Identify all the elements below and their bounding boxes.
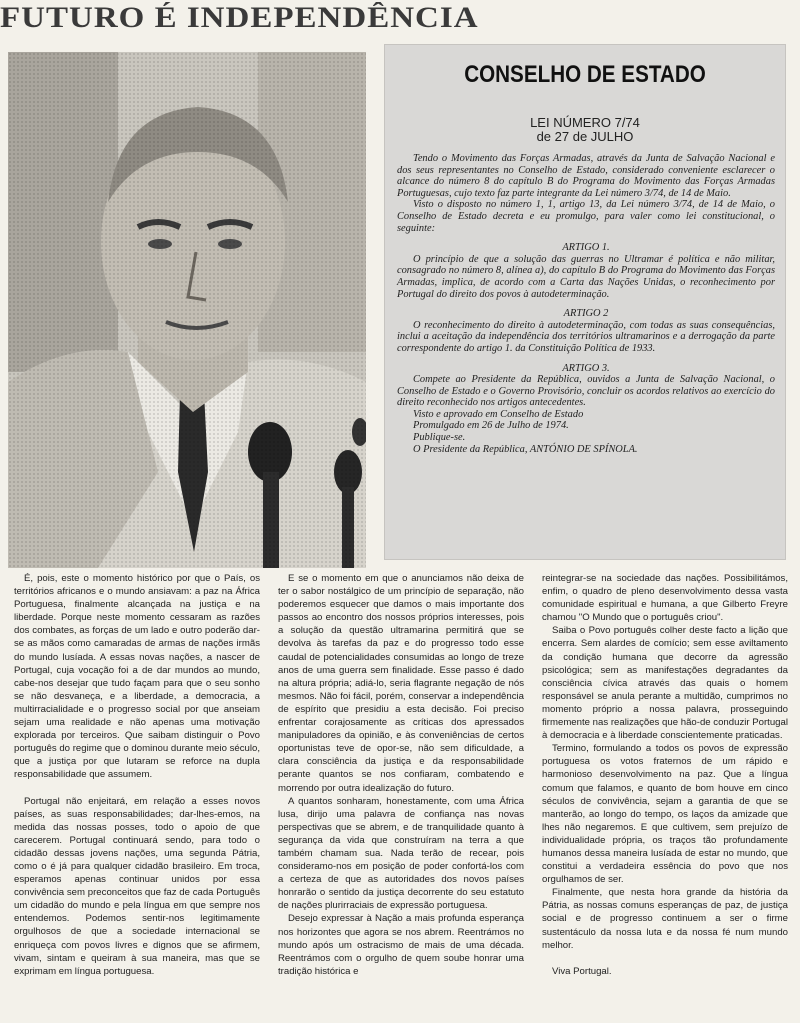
- article-text: Compete ao Presidente da República, ouvidos a Junta de Salvação Nacional, o Conselho de Estado e o Governo Provisório, concluir os acordos relativos ao exercício do direito reconhecido nos artigos antecedentes.: [397, 374, 775, 409]
- decree-closing: Visto e aprovado em Conselho de Estado: [413, 408, 584, 420]
- headline: FUTURO É INDEPENDÊNCIA: [0, 2, 479, 35]
- portrait-photo: [8, 52, 366, 568]
- paragraph: E se o momento em que o anunciamos não deixa de ter o sabor nostálgico de um princípio de separação, não poderemos esquecer que damos o mais importante dos passos ao encontro dos nossos próprios interesses, pois a solução da questão ultramarina permitirá que se devolva às tarefas da paz e do progresso todo esse caudal de potencialidades consumidas ao longo de treze anos de uma guerra sem finalidade. Esse passo é dado na altura própria; adiá-lo, seria flagrante negação de nós mesmos. Não foi fácil, porém, conservar a independência de espírito que presidiu a esta decisão. Foi preciso enfrentar corajosamente as críticas dos apressados manipuladores da opinião, e às conveniências de certos oportunistas teve de opor-se, não sem dificuldade, a clara consciência da justiça e da responsabilidade perante quantos se nos confiaram, combatendo e morrendo por outra idealização do futuro.: [278, 573, 524, 794]
- article-column-2: [278, 572, 524, 978]
- paragraph: Finalmente, que nesta hora grande da história da Pátria, as nossas comuns esperanças de paz, de justiça social e de progresso continuem a ser o firme sustentáculo da nossa luta e da nossa fé num mundo melhor.: [542, 887, 788, 951]
- article-text: O reconhecimento do direito à autodeterminação, com todas as suas consequências, inclui a aceitação da independência dos territórios ultramarinos e a derrogação da parte correspondente do artigo 1. da Constituição Política de 1933.: [397, 319, 775, 354]
- article-title: ARTIGO 3.: [562, 362, 610, 374]
- decree-preamble: Tendo o Movimento das Forças Armadas, através da Junta de Salvação Nacional e dos seus representantes no Conselho de Estado, considerado conveniente esclarecer o alcance do número 8 do capítulo B do Programa do Movimento das Forças Armadas Portuguesas, cujo texto faz parte integrante da Lei número 3/74, de 14 de Maio.: [397, 153, 775, 199]
- closing-line: Viva Portugal.: [552, 965, 612, 977]
- decree-closing: Promulgado em 26 de Julho de 1974.: [413, 420, 569, 432]
- paragraph: A quantos sonharam, honestamente, com uma África lusa, dirijo uma palavra de confiança nas novas perspectivas que se abrem, e de tranquilidade quanto à segurança da vida que construíram na terra a que também chamam sua. Nada terão de recear, pois consideramo-nos em posição de poder confortá-los com a certeza de que as autoridades dos novos países honrarão o sentido da justiça decorrente do seu estatuto de nações plurirraciais de expressão portuguesa.: [278, 795, 524, 912]
- article-column-3: [542, 572, 788, 978]
- decree-title: CONSELHO DE ESTADO: [464, 61, 706, 88]
- article-title: ARTIGO 1.: [562, 242, 610, 254]
- article-column-1: [14, 572, 260, 978]
- paragraph: reintegrar-se na sociedade das nações. Possibilitámos, enfim, o quadro de pleno desenvolvimento dessa vasta comunidade espiritual e humana, a que Gilberto Freyre chamou "O Mundo que o português criou".: [542, 573, 788, 624]
- decree-text: [397, 153, 775, 455]
- paragraph: Portugal não enjeitará, em relação a esses novos países, as suas responsabilidades; dar-lhes-emos, na medida das nossas posses, todo o apoio de que carecerem. Portugal continuará sendo, para todo o cidadão dessas jovens nações, uma segunda Pátria, como o é já para qualquer cidadão brasileiro. Em troca, esperamos apenas continuar unidos por essa convivência sem preconceitos que faz de cada Português um cidadão do mundo e pela língua em que sempre nos entendemos. Podemos sentir-nos legitimamente orgulhosos de que a sociedade internacional se enriqueça com povos livres e dignos que se afirmem, vivam, sintam e queiram à sua maneira, mas que se exprimam em língua portuguesa.: [14, 795, 260, 977]
- portrait-illustration: [8, 52, 366, 568]
- law-number: LEI NÚMERO 7/74: [530, 115, 640, 130]
- decree-closing: O Presidente da República, ANTÓNIO DE SPÍNOLA.: [413, 443, 638, 455]
- law-date: de 27 de JULHO: [536, 129, 634, 144]
- article-text: O princípio de que a solução das guerras no Ultramar é política e não militar, consagrado no número 8, alínea a), do capítulo B do Programa do Movimento das Forças Armadas, implica, de acordo com a Carta das Nações Unidas, o reconhecimento por Portugal do direito dos povos à autodeterminação.: [397, 253, 775, 300]
- decree-preamble: Visto o disposto no número 1, 1, artigo 13, da Lei número 3/74, de 14 de Maio, o Conselho de Estado decreta e eu promulgo, para valer como lei constitucional, o seguinte:: [397, 199, 775, 234]
- paragraph: Desejo expressar à Nação a mais profunda esperança nos horizontes que agora se nos abrem. Reentrámos no mundo após um ostracismo de mais de uma década. Reentrámos com o orgulho de quem soube honrar uma tradição histórica e: [278, 913, 524, 977]
- paragraph: Saiba o Povo português colher deste facto a lição que encerra. Sem alardes de comício; sem esse aviltamento da condição humana que decorre da agressão psicológica; sem as manifestações degradantes da consciência cívica através das quais o homem responsável se anula perante a multidão, cumprimos no momento próprio a nossa palavra, prosseguindo firmemente nas realizações que hão-de conduzir Portugal à democracia e à liberdade conscientemente praticadas.: [542, 625, 788, 742]
- article-title: ARTIGO 2: [563, 308, 609, 320]
- decree-closing: Publique-se.: [413, 432, 466, 444]
- paragraph: É, pois, este o momento histórico por que o País, os territórios africanos e o mundo ansiavam: a paz na África Portuguesa, finalmente alcançada na justiça e na liberdade. Porque neste momento cessaram as razões dos combates, as forças de um lado e outro poderão dar-se as mãos como camaradas de armas de nações irmãs do mundo lusíada. A essas novas nações, a nascer de Portugal, cuja vocação foi a de dar mundos ao mundo, cabe-nos desejar que tudo façam para que o seu sonho se não desvaneça, e a liberdade, a democracia, a multirracialidade e o progresso social por que anseiam sejam uma realidade e não apenas uma motivação explorada por terceiros. Que saibam distinguir o Povo português do regime que o dominou durante meio século, que a justiça por que lutaram se reforce na dupla responsabilidade que assumem.: [14, 573, 260, 781]
- paragraph: Termino, formulando a todos os povos de expressão portuguesa os votos fraternos de um rápido e harmonioso desenvolvimento na paz. Que a língua comum que falamos, e quanto de bom houve em cinco séculos de convivência, sejam a garantia de que se manterão, ao longo do tempo, os laços da amizade que lhes não negaremos. E que cultivem, sem prejuízo de individualidade própria, os traços tão profundamente humanos dessa maneira lusíada de estar no mundo, que constitui a verdadeira essência do povo que nos orgulhamos de ser.: [542, 743, 788, 886]
- decree-box: [384, 44, 786, 560]
